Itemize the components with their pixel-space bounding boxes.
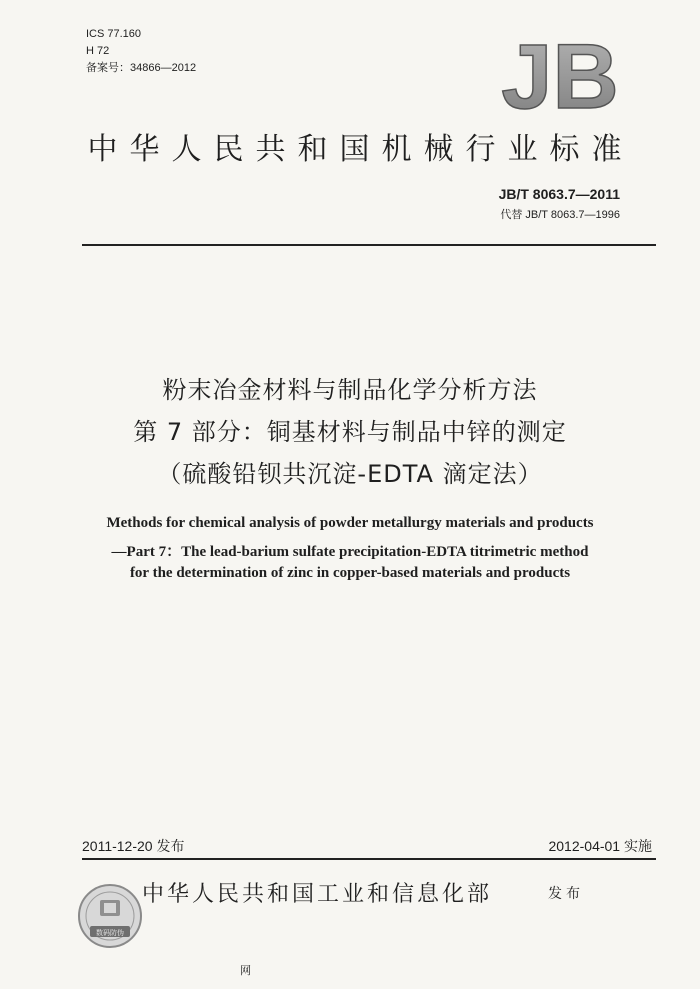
chinese-title-line-3: （硫酸铅钡共沉淀-EDTA 滴定法） — [157, 460, 543, 488]
ccs-code: H 72 — [86, 45, 110, 57]
publish-word: 发布 — [548, 886, 584, 902]
jb-logo — [495, 36, 625, 116]
chinese-title-line-1: 粉末冶金材料与制品化学分析方法 — [162, 376, 538, 404]
footer-divider — [82, 858, 656, 860]
chinese-title-line-2: 第 7 部分：铜基材料与制品中锌的测定 — [133, 418, 567, 446]
publisher-name: 中华人民共和国工业和信息化部 — [142, 882, 493, 907]
page-mark: 网 — [240, 964, 251, 977]
english-title-line-1: Methods for chemical analysis of powder metallurgy materials and products — [106, 515, 594, 531]
seal-label: 数码防伪 — [96, 929, 124, 937]
jb-logo-text: JB — [501, 36, 619, 116]
implementation-date: 2012-04-01 实施 — [548, 838, 652, 854]
english-title-line-2: —Part 7：The lead-barium sulfate precipitation-EDTA titrimetric method — [111, 544, 589, 560]
issue-date: 2011-12-20 发布 — [82, 838, 185, 854]
standard-number: JB/T 8063.7—2011 — [498, 186, 620, 202]
english-title-line-3: for the determination of zinc in copper-based materials and products — [129, 565, 571, 581]
ics-code: ICS 77.160 — [86, 28, 142, 40]
anti-counterfeit-seal-icon — [76, 882, 144, 950]
classification-codes — [86, 26, 196, 77]
standard-type-title: 中华人民共和国机械行业标准 — [87, 132, 634, 167]
header-divider — [82, 244, 656, 246]
filing-number: 备案号：34866—2012 — [86, 62, 197, 74]
replaces-standard: 代替 JB/T 8063.7—1996 — [500, 209, 620, 221]
